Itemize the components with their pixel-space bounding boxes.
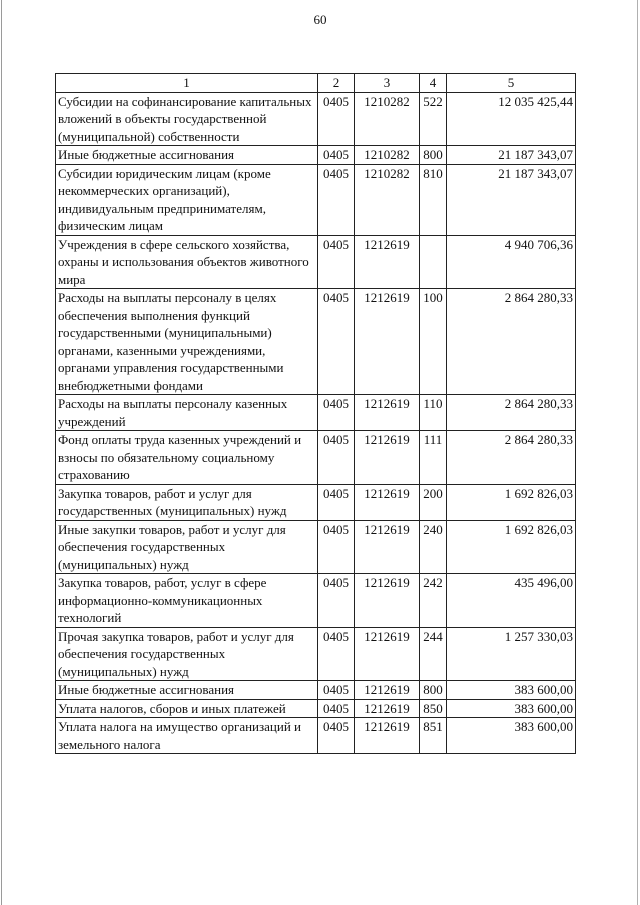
row-name: Субсидии юридическим лицам (кроме некоммерческих организаций), индивидуальным предпринимателям, физическим лицам <box>56 164 318 235</box>
row-section: 0405 <box>318 289 355 395</box>
table-row <box>56 699 576 718</box>
row-type: 110 <box>420 395 447 431</box>
row-amount: 4 940 706,36 <box>447 235 576 289</box>
row-name: Иные бюджетные ассигнования <box>56 681 318 700</box>
table-row <box>56 395 576 431</box>
table-row <box>56 92 576 146</box>
row-article: 1212619 <box>355 431 420 485</box>
row-section: 0405 <box>318 681 355 700</box>
row-name: Субсидии на софинансирование капитальных вложений в объекты государственной (муниципальной) собственности <box>56 92 318 146</box>
row-amount: 2 864 280,33 <box>447 395 576 431</box>
table-header-row <box>56 74 576 93</box>
row-amount: 2 864 280,33 <box>447 431 576 485</box>
row-section: 0405 <box>318 627 355 681</box>
row-section: 0405 <box>318 699 355 718</box>
row-name: Уплата налогов, сборов и иных платежей <box>56 699 318 718</box>
row-name: Иные бюджетные ассигнования <box>56 146 318 165</box>
row-article: 1212619 <box>355 484 420 520</box>
row-name: Закупка товаров, работ и услуг для государственных (муниципальных) нужд <box>56 484 318 520</box>
header-col-1: 1 <box>56 74 318 93</box>
table-row <box>56 520 576 574</box>
row-article: 1212619 <box>355 574 420 628</box>
row-amount: 1 257 330,03 <box>447 627 576 681</box>
table-row <box>56 431 576 485</box>
table-row <box>56 681 576 700</box>
table-row <box>56 718 576 754</box>
row-article: 1210282 <box>355 146 420 165</box>
row-type: 522 <box>420 92 447 146</box>
row-amount: 435 496,00 <box>447 574 576 628</box>
row-type: 800 <box>420 146 447 165</box>
row-section: 0405 <box>318 92 355 146</box>
row-amount: 21 187 343,07 <box>447 164 576 235</box>
row-article: 1212619 <box>355 289 420 395</box>
row-section: 0405 <box>318 395 355 431</box>
row-type: 200 <box>420 484 447 520</box>
row-amount: 1 692 826,03 <box>447 520 576 574</box>
row-article: 1212619 <box>355 718 420 754</box>
header-col-4: 4 <box>420 74 447 93</box>
row-type: 240 <box>420 520 447 574</box>
row-type: 850 <box>420 699 447 718</box>
row-section: 0405 <box>318 484 355 520</box>
budget-table <box>55 73 576 754</box>
table-row <box>56 164 576 235</box>
table-row <box>56 235 576 289</box>
row-name: Прочая закупка товаров, работ и услуг для обеспечения государственных (муниципальных) нужд <box>56 627 318 681</box>
table-row <box>56 146 576 165</box>
row-type: 800 <box>420 681 447 700</box>
table-row <box>56 484 576 520</box>
row-article: 1212619 <box>355 235 420 289</box>
header-col-3: 3 <box>355 74 420 93</box>
row-article: 1212619 <box>355 699 420 718</box>
row-type <box>420 235 447 289</box>
row-section: 0405 <box>318 431 355 485</box>
row-amount: 383 600,00 <box>447 699 576 718</box>
table-row <box>56 574 576 628</box>
row-amount: 1 692 826,03 <box>447 484 576 520</box>
row-name: Фонд оплаты труда казенных учреждений и взносы по обязательному социальному страхованию <box>56 431 318 485</box>
row-section: 0405 <box>318 520 355 574</box>
page-edge-left <box>1 0 2 905</box>
row-name: Уплата налога на имущество организаций и земельного налога <box>56 718 318 754</box>
row-section: 0405 <box>318 235 355 289</box>
row-section: 0405 <box>318 574 355 628</box>
row-article: 1212619 <box>355 395 420 431</box>
row-type: 111 <box>420 431 447 485</box>
row-type: 100 <box>420 289 447 395</box>
row-section: 0405 <box>318 146 355 165</box>
row-amount: 383 600,00 <box>447 681 576 700</box>
row-article: 1212619 <box>355 520 420 574</box>
row-amount: 21 187 343,07 <box>447 146 576 165</box>
row-type: 810 <box>420 164 447 235</box>
row-article: 1212619 <box>355 627 420 681</box>
row-name: Закупка товаров, работ, услуг в сфере информационно-коммуникационных технологий <box>56 574 318 628</box>
row-name: Расходы на выплаты персоналу казенных учреждений <box>56 395 318 431</box>
header-col-2: 2 <box>318 74 355 93</box>
row-amount: 383 600,00 <box>447 718 576 754</box>
table-row <box>56 627 576 681</box>
row-name: Учреждения в сфере сельского хозяйства, охраны и использования объектов животного мира <box>56 235 318 289</box>
page-edge-right <box>637 0 638 905</box>
table-row <box>56 289 576 395</box>
row-section: 0405 <box>318 164 355 235</box>
row-article: 1212619 <box>355 681 420 700</box>
row-article: 1210282 <box>355 164 420 235</box>
row-name: Иные закупки товаров, работ и услуг для обеспечения государственных (муниципальных) нужд <box>56 520 318 574</box>
row-article: 1210282 <box>355 92 420 146</box>
row-section: 0405 <box>318 718 355 754</box>
row-amount: 12 035 425,44 <box>447 92 576 146</box>
row-name: Расходы на выплаты персоналу в целях обеспечения выполнения функций государственными (муниципальными) органами, казенными учреждениями, органами управления государственными внебюджетными фондами <box>56 289 318 395</box>
page-number: 60 <box>313 12 327 27</box>
row-type: 242 <box>420 574 447 628</box>
row-type: 851 <box>420 718 447 754</box>
row-amount: 2 864 280,33 <box>447 289 576 395</box>
header-col-5: 5 <box>447 74 576 93</box>
row-type: 244 <box>420 627 447 681</box>
